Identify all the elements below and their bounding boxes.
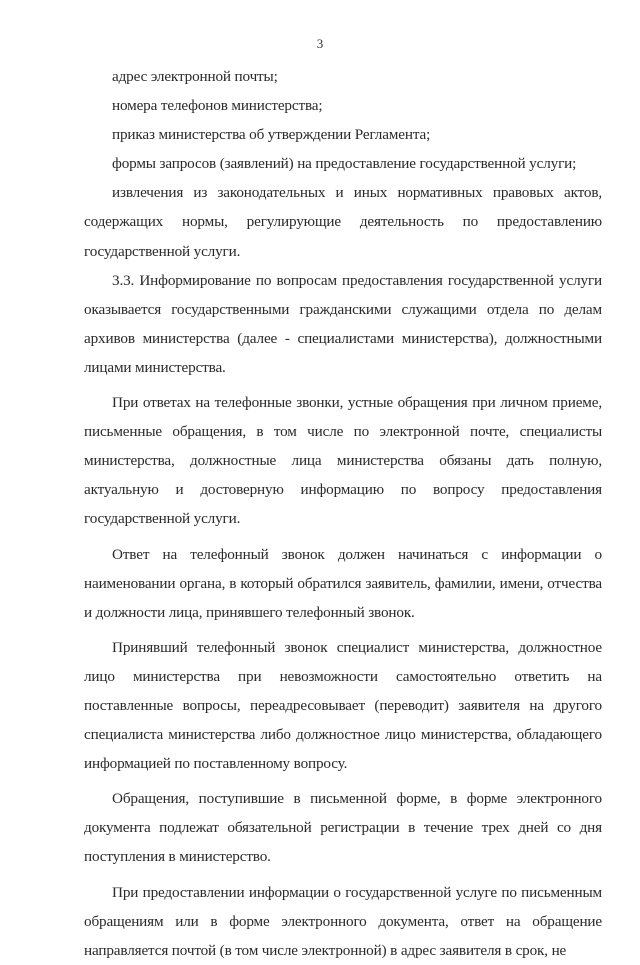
paragraph-written-response: При предоставлении информации о государственной услуге по письменным обращениям или в форме электронного документа, ответ на обращение направляется почтой (в том числе электронной) в адрес заявителя в срок, не	[84, 883, 602, 959]
paragraph-3-3: 3.3. Информирование по вопросам предоставления государственной услуги оказывается государственными гражданскими служащими отдела по делам архивов министерства (далее - специалистами министерства), должностными лицами министерства.	[84, 271, 602, 376]
list-item-phones: номера телефонов министерства;	[112, 97, 323, 115]
list-item-extracts: извлечения из законодательных и иных нормативных правовых актов, содержащих нормы, регулирующие деятельность по предоставлению государственной услуги.	[84, 184, 602, 260]
list-item-forms: формы запросов (заявлений) на предоставление государственной услуги;	[112, 155, 577, 173]
list-item-email: адрес электронной почты;	[112, 68, 278, 85]
list-item-order: приказ министерства об утверждении Регламента;	[112, 126, 431, 144]
page-number: 3	[316, 36, 324, 51]
paragraph-phone-answers: При ответах на телефонные звонки, устные обращения при личном приеме, письменные обращения, в том числе по электронной почте, специалисты министерства, должностные лица министерства обязаны дать полную, актуальную и достоверную информацию по вопросу предоставления государственной услуги.	[84, 394, 602, 528]
paragraph-registration: Обращения, поступившие в письменной форме, в форме электронного документа подлежат обязательной регистрации в течение трех дней со дня поступления в министерство.	[84, 790, 602, 866]
document-body	[84, 62, 602, 965]
paragraph-call-start: Ответ на телефонный звонок должен начинаться с информации о наименовании органа, в который обратился заявитель, фамилии, имени, отчества и должности лица, принявшего телефонный звонок.	[84, 545, 602, 621]
paragraph-call-redirect: Принявший телефонный звонок специалист министерства, должностное лицо министерства при невозможности самостоятельно ответить на поставленные вопросы, переадресовывает (переводит) заявителя на другого специалиста министерства либо должностное лицо министерства, обладающего информацией по поставленному вопросу.	[84, 638, 602, 773]
